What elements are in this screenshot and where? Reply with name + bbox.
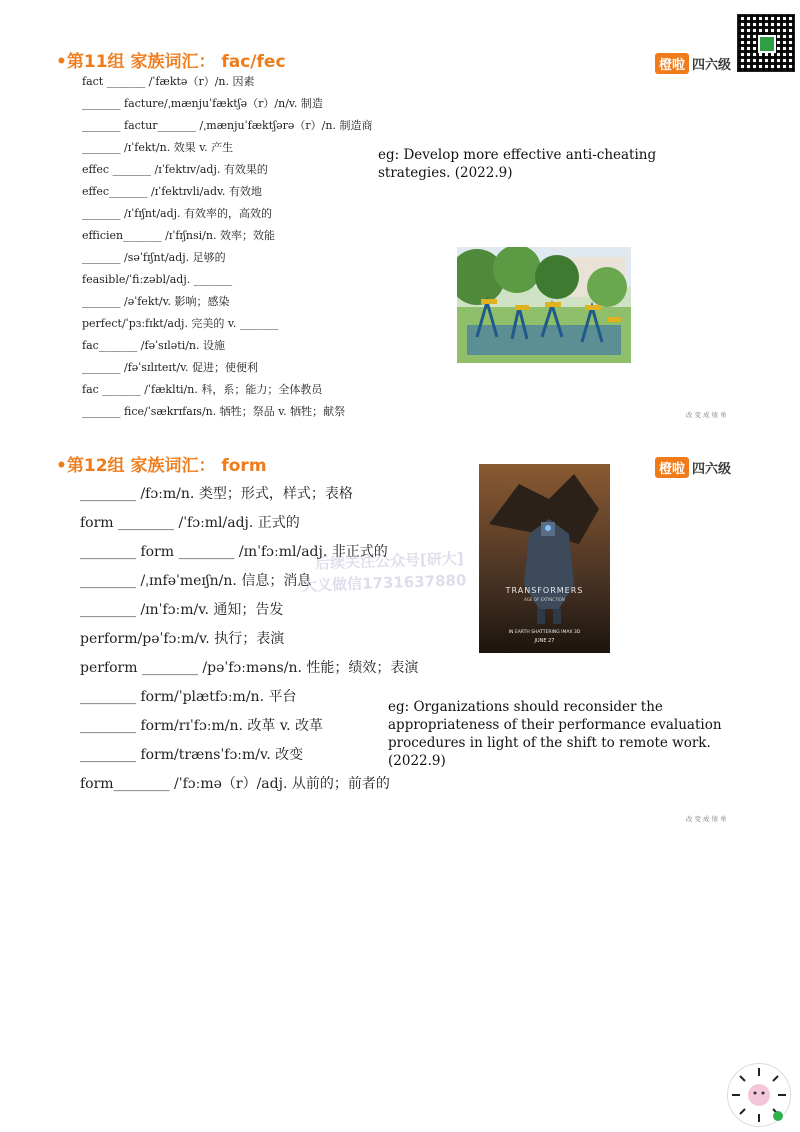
vocab-row: form ________ /ˈfɔːml/adj. 正式的	[80, 515, 300, 531]
vocab-row: fac _______ /ˈfæklti/n. 科，系；能力；全体教员	[82, 383, 323, 396]
vocab-row: ________ form ________ /ɪnˈfɔːml/adj. 非正式的	[80, 544, 388, 560]
vocab-row: perform/pəˈfɔːm/v. 执行；表演	[80, 631, 285, 647]
watermark-line-2: 大义做信1731637880	[301, 571, 467, 595]
vocab-row: ________ form/rɪˈfɔːm/n. 改革 v. 改革	[80, 718, 324, 734]
vocab-row: feasible/ˈfiːzəbl/adj. _______	[82, 273, 233, 286]
vocab-row: fac_______ /fəˈsɪləti/n. 设施	[82, 339, 226, 352]
vocab-row: perfect/ˈpɜːfɪkt/adj. 完美的 v. _______	[82, 317, 279, 330]
example-sentence: eg: Develop more effective anti-cheating strategies. (2022.9)	[378, 147, 657, 181]
section-12-title: •第12组 家族词汇： form	[56, 456, 267, 476]
vocab-row: form________ /ˈfɔːmə（r）/adj. 从前的；前者的	[80, 776, 390, 792]
vocab-row: fact _______ /ˈfæktə（r）/n. 因素	[82, 75, 255, 88]
playground-photo	[457, 247, 631, 363]
vocab-row: ________ form/ˈplætfɔːm/n. 平台	[80, 689, 297, 705]
vocab-row: ________ /fɔːm/n. 类型；形式，样式；表格	[80, 486, 353, 502]
brand-tag: 橙啦	[655, 457, 689, 478]
vocab-row: _______ /fəˈsɪlɪteɪt/v. 促进；使便利	[82, 361, 258, 374]
vocab-row: _______ facture/ˌmænjuˈfæktʃə（r）/n/v. 制造	[82, 97, 323, 110]
vocab-row: ________ /ɪnˈfɔːm/v. 通知；告发	[80, 602, 284, 618]
poster-title: TRANSFORMERS	[505, 586, 584, 595]
brand-tag: 橙啦	[655, 53, 689, 74]
brand-badge	[655, 53, 731, 74]
example-sentence: eg: Organizations should reconsider the appropriateness of their performance evaluation procedures in light of the shift to remote work. (2022.9)	[388, 699, 722, 769]
vocab-row: _______ /ɪˈfɪʃnt/adj. 有效率的，高效的	[82, 207, 273, 220]
vocab-row: _______ fice/ˈsækrɪfaɪs/n. 牺牲；祭品 v. 牺牲；献祭	[82, 405, 346, 418]
watermark-line-1: 后续关注公众号[研大]	[314, 549, 465, 573]
footer-slogan: 改变成绩单	[686, 411, 729, 419]
vocab-row: _______ factur_______ /ˌmænjuˈfæktʃərə（r）/n. 制造商	[82, 119, 373, 132]
qr-logo-icon	[758, 35, 776, 53]
poster-date: JUNE 27	[534, 638, 555, 644]
vocab-row: perform ________ /pəˈfɔːməns/n. 性能；绩效；表演	[80, 660, 419, 676]
vocab-row: ________ /ˌɪnfəˈmeɪʃn/n. 信息；消息	[80, 573, 312, 589]
vocab-row: effec_______ /ɪˈfektɪvli/adv. 有效地	[82, 185, 262, 198]
vocab-row: _______ /səˈfɪʃnt/adj. 足够的	[82, 251, 226, 264]
level-label: 四六级	[692, 58, 732, 73]
vocab-row: efficien_______ /ɪˈfɪʃnsi/n. 效率；效能	[82, 229, 275, 242]
brand-badge	[655, 457, 731, 478]
mini-program-code-icon	[727, 1063, 791, 1127]
vocab-row: ________ form/trænsˈfɔːm/v. 改变	[80, 747, 304, 763]
poster-imax: IN EARTH SHATTERING IMAX 3D	[508, 630, 581, 635]
section-11-title: •第11组 家族词汇： fac/fec	[56, 52, 286, 72]
transformers-poster	[479, 464, 610, 653]
qr-code-icon	[737, 14, 795, 72]
vocab-row: _______ /ɪˈfekt/n. 效果 v. 产生	[82, 141, 234, 154]
footer-slogan: 改变成绩单	[686, 815, 729, 823]
vocab-row: _______ /əˈfekt/v. 影响；感染	[82, 295, 230, 308]
vocab-row: effec _______ /ɪˈfektɪv/adj. 有效果的	[82, 163, 268, 176]
level-label: 四六级	[692, 462, 732, 477]
poster-subtitle: AGE OF EXTINCTION	[524, 597, 565, 602]
